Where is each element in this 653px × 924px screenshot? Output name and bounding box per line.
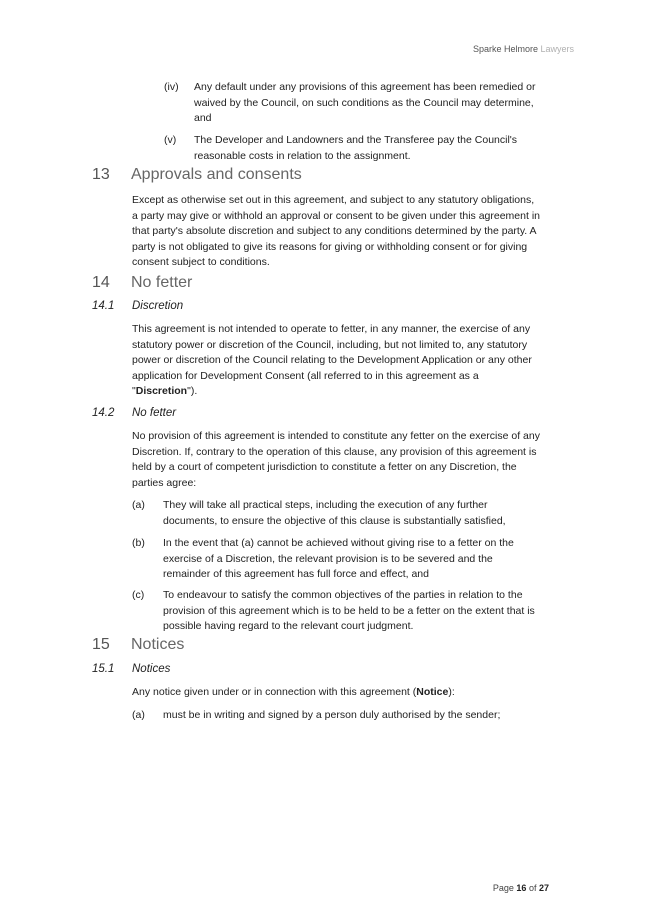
text-line: parties agree: xyxy=(132,476,197,489)
section-title-13: Approvals and consents xyxy=(131,166,302,183)
page-prefix: Page xyxy=(492,883,514,893)
text-line: Any default under any provisions of this agreement has been remedied or xyxy=(194,81,536,93)
item-label-v: (v) xyxy=(164,134,177,146)
text-line: must be in writing and signed by a person duly authorised by the sender; xyxy=(163,709,501,721)
firm-suffix: Lawyers xyxy=(540,44,574,54)
subsection-number-14-2: 14.2 xyxy=(92,407,115,419)
page-footer xyxy=(493,881,549,897)
subsection-number-15-1: 15.1 xyxy=(92,663,115,675)
item-label-notice-a: (a) xyxy=(132,709,145,721)
subsection-title-15-1: Notices xyxy=(132,663,171,675)
item-text-b xyxy=(163,536,514,583)
text-line: possible having regard to the relevant court judgment. xyxy=(163,620,414,632)
text-line: consent subject to conditions. xyxy=(132,256,270,268)
text-line: reasonable costs in relation to the assignment. xyxy=(194,149,411,162)
quote-close: "). xyxy=(187,385,198,397)
section-number-15: 15 xyxy=(92,636,110,653)
defined-term-notice: Notice xyxy=(416,686,449,698)
item-label-a: (a) xyxy=(132,499,145,511)
text-line: documents, to ensure the objective of this clause is substantially satisfied, xyxy=(163,514,506,527)
section-title-14: No fetter xyxy=(131,274,193,291)
item-text-a xyxy=(163,498,506,529)
text-line: In the event that (a) cannot be achieved without giving rise to a fetter on the xyxy=(163,537,514,549)
subsection-15-1-intro xyxy=(132,685,455,701)
page-header xyxy=(473,42,574,58)
text-line: that party's absolute discretion and subject to any conditions determined by the party. A xyxy=(132,225,537,237)
defined-term-discretion: Discretion xyxy=(135,385,188,397)
section-number-14: 14 xyxy=(92,274,110,291)
text-line: held by a court of competent jurisdiction to constitute a fetter on any Discretion, the xyxy=(132,461,517,473)
text-line: To endeavour to satisfy the common objectives of the parties in relation to the xyxy=(163,589,523,601)
intro-pre: Any notice given under or in connection with this agreement ( xyxy=(132,686,417,698)
subsection-14-1-body xyxy=(132,322,532,400)
text-line: and xyxy=(194,112,212,124)
item-label-b: (b) xyxy=(132,537,145,549)
text-line: They will take all practical steps, including the execution of any further xyxy=(163,499,488,511)
text-line xyxy=(132,384,532,400)
text-line: provision of this agreement which is to be held to be a fetter on the extent that is xyxy=(163,604,535,617)
quote-open: " xyxy=(132,385,136,397)
subsection-title-14-1: Discretion xyxy=(132,300,184,312)
text-line: remainder of this agreement has full force and effect, and xyxy=(163,568,429,580)
item-text-c xyxy=(163,588,535,635)
text-line: power or discretion of the Council relating to the Development Application or any other xyxy=(132,354,532,366)
page-number: 16 xyxy=(516,883,527,893)
text-line: statutory power or discretion of the Council, including, but not limited to, any statutory xyxy=(132,338,528,351)
item-text-iv xyxy=(194,80,535,127)
text-line: exercise of a Discretion, the relevant provision is to be severed and the xyxy=(163,552,493,565)
text-line: party is not obligated to give its reasons for giving or withholding consent or for giving xyxy=(132,240,528,253)
page-of: of xyxy=(528,883,537,893)
text-line: No provision of this agreement is intended to constitute any fetter on the exercise of any xyxy=(132,430,540,442)
subsection-title-14-2: No fetter xyxy=(132,407,177,419)
subsection-number-14-1: 14.1 xyxy=(92,300,115,312)
text-line: Discretion. If, contrary to the operation of this clause, any provision of this agreement is xyxy=(132,445,537,458)
item-label-c: (c) xyxy=(132,589,145,601)
text-line: a party may give or withhold an approval or consent to be given under this agreement in xyxy=(132,209,540,222)
item-text-notice-a xyxy=(163,708,500,724)
firm-name: Sparke Helmore xyxy=(472,44,538,54)
text-line: application for Development Consent (all referred to in this agreement as a xyxy=(132,369,479,382)
intro-post: ): xyxy=(448,686,455,698)
page-total: 27 xyxy=(538,883,549,893)
text-line: Except as otherwise set out in this agreement, and subject to any statutory obligations, xyxy=(132,194,535,206)
text-line: waived by the Council, on such conditions as the Council may determine, xyxy=(194,96,534,109)
subsection-14-2-body xyxy=(132,429,540,491)
section-number-13: 13 xyxy=(92,166,110,183)
text-line: This agreement is not intended to operate to fetter, in any manner, the exercise of any xyxy=(132,323,531,335)
section-13-body xyxy=(132,193,540,271)
item-text-v xyxy=(194,133,517,164)
item-label-iv: (iv) xyxy=(164,81,179,93)
text-line: The Developer and Landowners and the Transferee pay the Council's xyxy=(194,134,518,146)
section-title-15: Notices xyxy=(131,636,185,653)
